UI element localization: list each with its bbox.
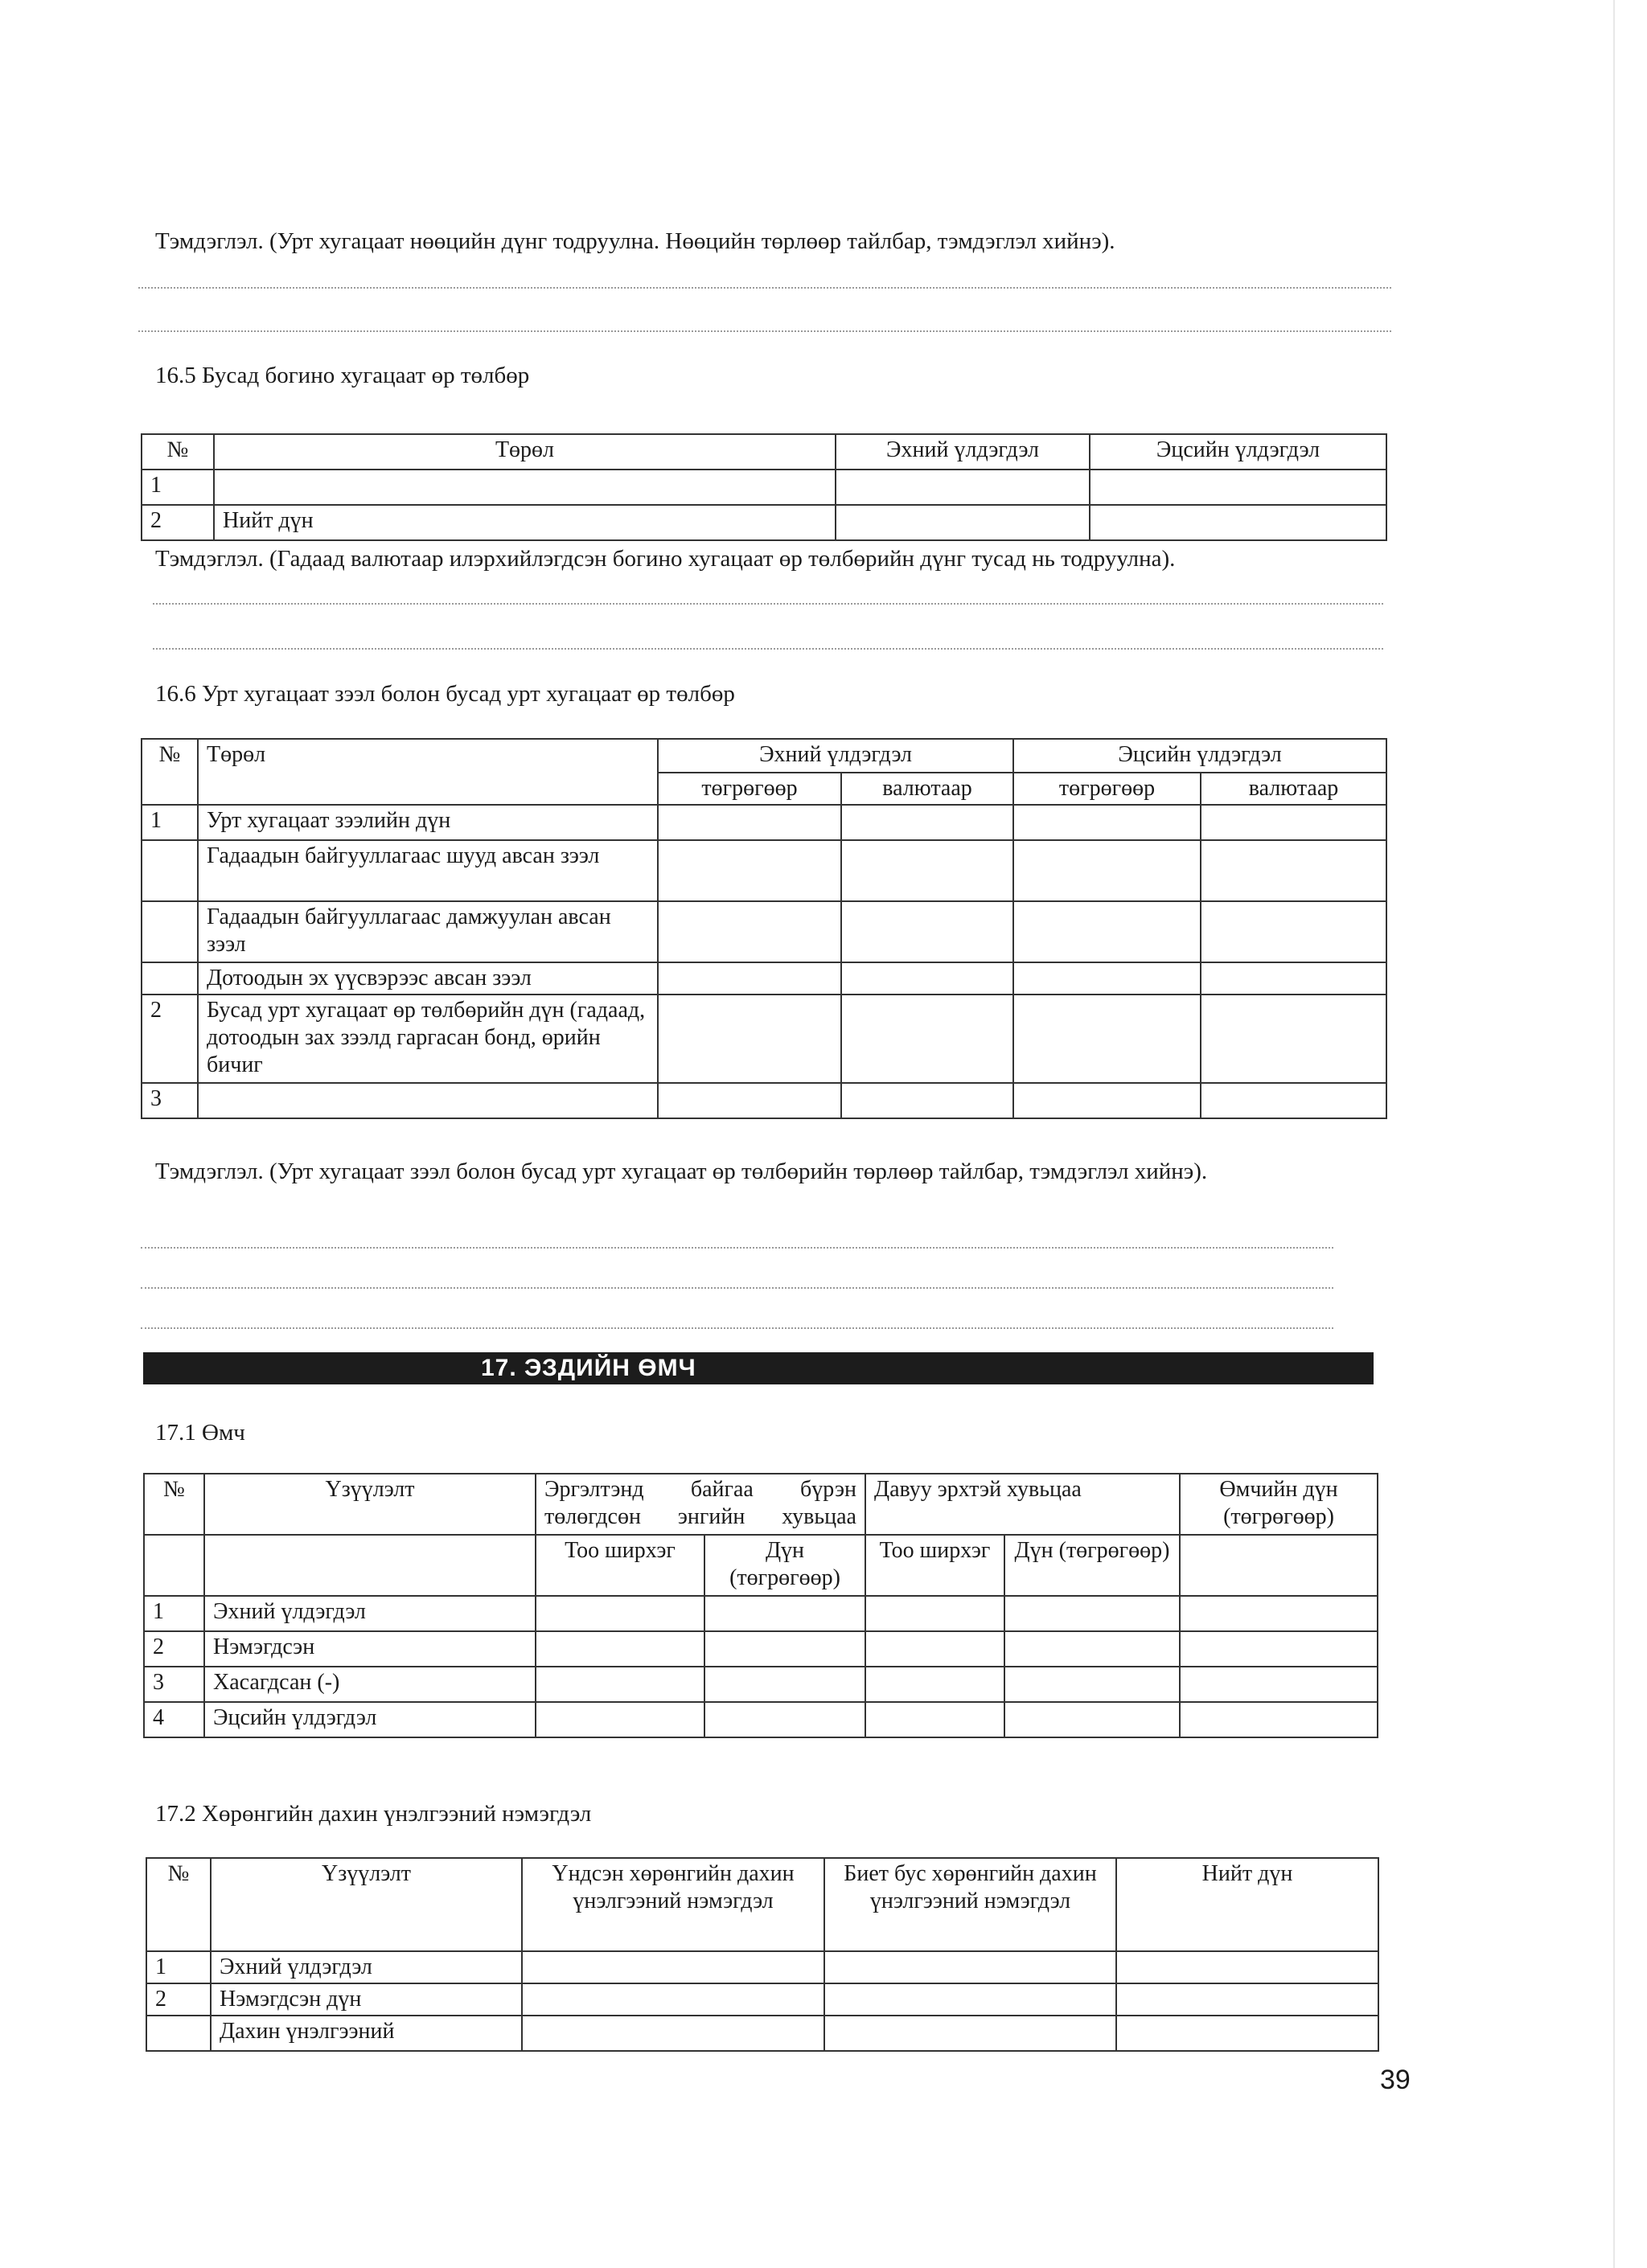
cell bbox=[536, 1596, 704, 1631]
row-no: 2 bbox=[146, 1983, 211, 2016]
cell bbox=[658, 840, 841, 901]
cell bbox=[522, 1951, 824, 1983]
cell bbox=[658, 962, 841, 995]
col-header-end: Эцсийн үлдэгдэл bbox=[1013, 739, 1386, 773]
col-header-no: № bbox=[146, 1858, 211, 1951]
table-row bbox=[142, 805, 1386, 840]
row-label: Эцсийн үлдэгдэл bbox=[204, 1702, 536, 1737]
note-line bbox=[138, 330, 1391, 332]
cell bbox=[1013, 901, 1201, 962]
col-header-preferred-shares: Давуу эрхтэй хувьцаа bbox=[865, 1474, 1180, 1535]
table-row bbox=[142, 1083, 1386, 1118]
row-no bbox=[146, 2016, 211, 2051]
note-line bbox=[153, 603, 1383, 605]
col-header-equity-amount: Өмчийн дүн (төгрөгөөр) bbox=[1180, 1474, 1378, 1535]
col-header-type: Төрөл bbox=[214, 434, 836, 470]
row-label: Хасагдсан (-) bbox=[204, 1667, 536, 1702]
row-no bbox=[142, 962, 198, 995]
cell bbox=[1004, 1667, 1180, 1702]
section-17-title: 17. ЭЗДИЙН ӨМЧ bbox=[481, 1355, 696, 1381]
section-17-banner bbox=[143, 1352, 1374, 1384]
row-no: 1 bbox=[142, 805, 198, 840]
note-line bbox=[141, 1327, 1333, 1329]
row-label: Нэмэгдсэн дүн bbox=[211, 1983, 522, 2016]
col-header-preferred-amount: Дүн (төгрөгөөр) bbox=[1004, 1535, 1180, 1596]
row-label: Гадаадын байгууллагаас шууд авсан зээл bbox=[198, 840, 658, 901]
col-header-no: № bbox=[144, 1474, 204, 1535]
cell bbox=[1180, 1631, 1378, 1667]
cell bbox=[836, 470, 1090, 505]
cell bbox=[704, 1702, 865, 1737]
table-16-5 bbox=[141, 433, 1387, 541]
row-no bbox=[142, 901, 198, 962]
col-header-fixed-assets-revaluation: Үндсэн хөрөнгийн дахин үнэлгээний нэмэгдэл bbox=[522, 1858, 824, 1951]
row-no: 3 bbox=[144, 1667, 204, 1702]
cell bbox=[1116, 1983, 1378, 2016]
row-no: 1 bbox=[142, 470, 214, 505]
table-header-row bbox=[142, 739, 1386, 773]
table-row bbox=[142, 995, 1386, 1083]
table-row bbox=[142, 470, 1386, 505]
cell bbox=[841, 901, 1013, 962]
cell bbox=[841, 1083, 1013, 1118]
note-reserves: Тэмдэглэл. (Урт хугацаат нөөцийн дүнг тодруулна. Нөөцийн төрлөөр тайлбар, тэмдэглэл хийнэ). bbox=[155, 228, 1115, 254]
note-line bbox=[138, 287, 1391, 289]
cell bbox=[1116, 1951, 1378, 1983]
cell bbox=[1013, 805, 1201, 840]
cell bbox=[824, 1983, 1116, 2016]
cell bbox=[824, 1951, 1116, 1983]
cell bbox=[1201, 805, 1386, 840]
row-label: Бусад урт хугацаат өр төлбөрийн дүн (гадаад, дотоодын зах зээлд гаргасан бонд, өрийн бичиг bbox=[198, 995, 658, 1083]
table-row bbox=[144, 1631, 1378, 1667]
row-no: 1 bbox=[146, 1951, 211, 1983]
col-header-total: Нийт дүн bbox=[1116, 1858, 1378, 1951]
row-label: Эхний үлдэгдэл bbox=[204, 1596, 536, 1631]
row-no bbox=[142, 840, 198, 901]
cell bbox=[144, 1535, 204, 1596]
cell bbox=[658, 805, 841, 840]
page-edge bbox=[1613, 0, 1615, 2268]
col-header-begin: Эхний үлдэгдэл bbox=[836, 434, 1090, 470]
row-no: 4 bbox=[144, 1702, 204, 1737]
row-label: Нийт дүн bbox=[214, 505, 836, 540]
row-label: Эхний үлдэгдэл bbox=[211, 1951, 522, 1983]
col-header-end-fx: валютаар bbox=[1201, 773, 1386, 805]
row-label: Дахин үнэлгээний bbox=[211, 2016, 522, 2051]
cell bbox=[704, 1667, 865, 1702]
cell bbox=[1004, 1702, 1180, 1737]
cell bbox=[536, 1631, 704, 1667]
note-line bbox=[153, 648, 1383, 650]
col-header-begin: Эхний үлдэгдэл bbox=[658, 739, 1013, 773]
cell bbox=[836, 505, 1090, 540]
row-no: 3 bbox=[142, 1083, 198, 1118]
page-number: 39 bbox=[1380, 2065, 1411, 2095]
cell bbox=[1180, 1702, 1378, 1737]
cell bbox=[1013, 962, 1201, 995]
table-row bbox=[146, 1951, 1378, 1983]
col-header-begin-mnt: төгрөгөөр bbox=[658, 773, 841, 805]
cell bbox=[204, 1535, 536, 1596]
table-17-1 bbox=[143, 1473, 1378, 1738]
row-no: 2 bbox=[142, 995, 198, 1083]
cell bbox=[865, 1631, 1004, 1667]
col-header-common-shares: Эргэлтэнд байгаа бүрэн төлөгдсөн энгийн хувьцаа bbox=[536, 1474, 865, 1535]
cell bbox=[522, 2016, 824, 2051]
cell bbox=[841, 805, 1013, 840]
table-row bbox=[144, 1667, 1378, 1702]
row-label: Урт хугацаат зээлийн дүн bbox=[198, 805, 658, 840]
col-header-preferred-qty: Тоо ширхэг bbox=[865, 1535, 1004, 1596]
table-row bbox=[146, 1983, 1378, 2016]
section-16-5-heading: 16.5 Бусад богино хугацаат өр төлбөр bbox=[155, 363, 530, 388]
table-row bbox=[146, 2016, 1378, 2051]
row-no: 2 bbox=[144, 1631, 204, 1667]
cell bbox=[658, 995, 841, 1083]
cell bbox=[1201, 962, 1386, 995]
col-header-indicator: Үзүүлэлт bbox=[211, 1858, 522, 1951]
section-17-2-heading: 17.2 Хөрөнгийн дахин үнэлгээний нэмэгдэл bbox=[155, 1801, 592, 1827]
section-16-6-heading: 16.6 Урт хугацаат зээл болон бусад урт хугацаат өр төлбөр bbox=[155, 681, 735, 707]
col-header-indicator: Үзүүлэлт bbox=[204, 1474, 536, 1535]
cell bbox=[1201, 995, 1386, 1083]
cell bbox=[1090, 470, 1386, 505]
col-header-common-amount: Дүн (төгрөгөөр) bbox=[704, 1535, 865, 1596]
row-no: 1 bbox=[144, 1596, 204, 1631]
row-label bbox=[198, 1083, 658, 1118]
row-label: Дотоодын эх үүсвэрээс авсан зээл bbox=[198, 962, 658, 995]
table-row bbox=[144, 1702, 1378, 1737]
table-row bbox=[142, 901, 1386, 962]
col-header-no: № bbox=[142, 739, 198, 805]
cell bbox=[1201, 840, 1386, 901]
note-16-5: Тэмдэглэл. (Гадаад валютаар илэрхийлэгдсэн богино хугацаат өр төлбөрийн дүнг тусад нь тодруулна). bbox=[155, 546, 1176, 572]
cell bbox=[1201, 901, 1386, 962]
col-header-no: № bbox=[142, 434, 214, 470]
cell bbox=[536, 1702, 704, 1737]
table-row bbox=[144, 1596, 1378, 1631]
cell bbox=[1013, 840, 1201, 901]
note-line bbox=[141, 1287, 1333, 1289]
table-subheader-row bbox=[144, 1535, 1378, 1596]
cell bbox=[1116, 2016, 1378, 2051]
cell bbox=[1090, 505, 1386, 540]
table-row bbox=[142, 505, 1386, 540]
cell bbox=[704, 1631, 865, 1667]
cell bbox=[865, 1702, 1004, 1737]
cell bbox=[658, 901, 841, 962]
cell bbox=[865, 1667, 1004, 1702]
cell bbox=[841, 962, 1013, 995]
cell bbox=[841, 840, 1013, 901]
note-line bbox=[141, 1247, 1333, 1249]
row-label bbox=[214, 470, 836, 505]
table-16-6 bbox=[141, 738, 1387, 1119]
cell bbox=[1004, 1596, 1180, 1631]
section-17-1-heading: 17.1 Өмч bbox=[155, 1420, 245, 1446]
table-17-2 bbox=[146, 1857, 1379, 2052]
cell bbox=[704, 1596, 865, 1631]
cell bbox=[1004, 1631, 1180, 1667]
cell bbox=[865, 1596, 1004, 1631]
table-row bbox=[142, 962, 1386, 995]
row-label: Гадаадын байгууллагаас дамжуулан авсан зээл bbox=[198, 901, 658, 962]
cell bbox=[1180, 1667, 1378, 1702]
cell bbox=[841, 995, 1013, 1083]
table-row bbox=[142, 840, 1386, 901]
col-header-type: Төрөл bbox=[198, 739, 658, 805]
cell bbox=[658, 1083, 841, 1118]
col-header-end-mnt: төгрөгөөр bbox=[1013, 773, 1201, 805]
cell bbox=[824, 2016, 1116, 2051]
cell bbox=[1201, 1083, 1386, 1118]
table-header-row bbox=[146, 1858, 1378, 1951]
cell bbox=[1180, 1596, 1378, 1631]
table-header-row bbox=[144, 1474, 1378, 1535]
col-header-common-qty: Тоо ширхэг bbox=[536, 1535, 704, 1596]
cell bbox=[536, 1667, 704, 1702]
row-label: Нэмэгдсэн bbox=[204, 1631, 536, 1667]
cell bbox=[1013, 1083, 1201, 1118]
note-16-6: Тэмдэглэл. (Урт хугацаат зээл болон бусад урт хугацаат өр төлбөрийн төрлөөр тайлбар, тэмдэглэл хийнэ). bbox=[155, 1159, 1208, 1184]
cell bbox=[522, 1983, 824, 2016]
cell bbox=[1180, 1535, 1378, 1596]
col-header-begin-fx: валютаар bbox=[841, 773, 1013, 805]
table-header-row bbox=[142, 434, 1386, 470]
col-header-intangible-revaluation: Биет бус хөрөнгийн дахин үнэлгээний нэмэгдэл bbox=[824, 1858, 1116, 1951]
cell bbox=[1013, 995, 1201, 1083]
row-no: 2 bbox=[142, 505, 214, 540]
col-header-end: Эцсийн үлдэгдэл bbox=[1090, 434, 1386, 470]
